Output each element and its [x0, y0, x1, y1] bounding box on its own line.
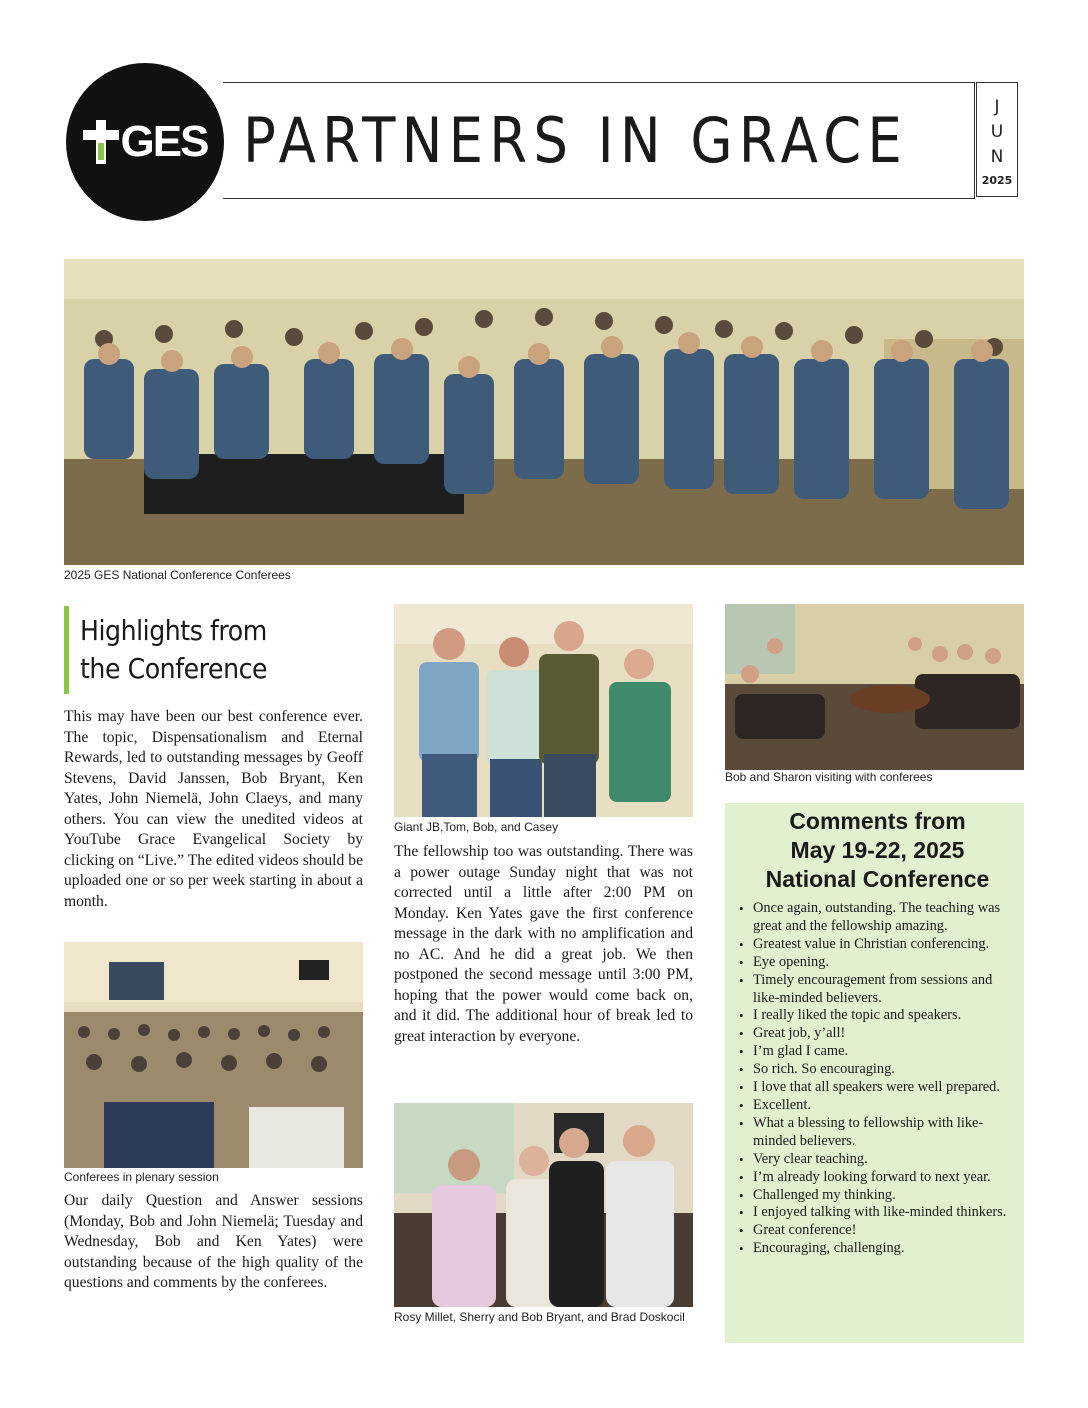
- comments-list: [739, 900, 1016, 1258]
- comment-item: • Very clear teaching.: [739, 1151, 1016, 1169]
- comment-item: • So rich. So encouraging.: [739, 1061, 1016, 1079]
- comment-item: • Excellent.: [739, 1097, 1016, 1115]
- four-men-photo-caption: Giant JB,Tom, Bob, and Casey: [394, 820, 559, 834]
- four-friends-photo: [394, 1103, 693, 1307]
- four-friends-photo-caption: Rosy Millet, Sherry and Bob Bryant, and Brad Doskocil: [394, 1310, 685, 1324]
- newsletter-title: PARTNERS IN GRACE: [243, 104, 909, 177]
- ges-logo: [66, 63, 224, 221]
- article-heading: Highlights from the Conference: [80, 614, 268, 685]
- comment-item: • Great conference!: [739, 1222, 1016, 1240]
- cross-icon: [83, 120, 119, 164]
- group-photo: [64, 259, 1024, 565]
- comment-item: • Challenged my thinking.: [739, 1187, 1016, 1205]
- group-photo-caption: 2025 GES National Conference Conferees: [64, 568, 291, 582]
- plenary-photo: [64, 942, 363, 1168]
- plenary-photo-caption: Conferees in plenary session: [64, 1170, 219, 1184]
- month-letter: J: [994, 97, 1000, 117]
- lounge-photo-caption: Bob and Sharon visiting with conferees: [725, 770, 933, 784]
- comments-box: [725, 803, 1024, 1343]
- issue-year: 2025: [981, 174, 1013, 187]
- month-letter: U: [990, 122, 1004, 142]
- comment-item: • Encouraging, challenging.: [739, 1240, 1016, 1258]
- comment-item: • Great job, y’all!: [739, 1025, 1016, 1043]
- comment-item: • What a blessing to fellowship with like-minded believers.: [739, 1115, 1016, 1151]
- article-paragraph-2: Our daily Question and Answer sessions (Monday, Bob and John Niemelä; Tuesday and Wednesday, Bob and Ken Yates) were outstanding because of the high quality of the questions and comments by the conferees.: [64, 1192, 363, 1291]
- masthead-title-box: [223, 82, 975, 199]
- comment-item: • Greatest value in Christian conferencing.: [739, 936, 1016, 954]
- article-paragraph-1: This may have been our best conference ever. The topic, Dispensationalism and Eternal Rewards, led to outstanding messages by Geoff Stevens, David Janssen, Bob Bryant, Ken Yates, John Niemelä, John Claeys, and many others. You can view the unedited videos at YouTube Grace Evangelical Society by clicking on “Live.” The edited videos should be uploaded one or so per week starting in about a month.: [64, 708, 363, 910]
- lounge-photo: [725, 604, 1024, 770]
- comment-item: • I’m already looking forward to next year.: [739, 1169, 1016, 1187]
- issue-date: [976, 82, 1018, 197]
- comment-item: • I really liked the topic and speakers.: [739, 1007, 1016, 1025]
- four-men-photo: [394, 604, 693, 817]
- comment-item: • Eye opening.: [739, 954, 1016, 972]
- comment-item: • I love that all speakers were well prepared.: [739, 1079, 1016, 1097]
- comments-title: Comments from May 19-22, 2025 National Conference: [765, 808, 990, 892]
- month-letter: N: [990, 147, 1004, 167]
- comment-item: • Timely encouragement from sessions and like-minded believers.: [739, 972, 1016, 1008]
- comment-item: • Once again, outstanding. The teaching was great and the fellowship amazing.: [739, 900, 1016, 936]
- comment-item: • I’m glad I came.: [739, 1043, 1016, 1061]
- logo-text: GES: [120, 117, 208, 166]
- heading-accent-bar: [64, 606, 69, 694]
- comment-item: • I enjoyed talking with like-minded thinkers.: [739, 1204, 1016, 1222]
- article-paragraph-3: The fellowship too was outstanding. There was a power outage Sunday night that was not corrected until a little after 2:00 PM on Monday. Ken Yates gave the first conference message in the dark with no amplification and no AC. And he did a great job. We then postponed the second message until 3:00 PM, hoping that the power would come back on, and it did. The additional hour of break led to great interaction by everyone.: [394, 843, 693, 1045]
